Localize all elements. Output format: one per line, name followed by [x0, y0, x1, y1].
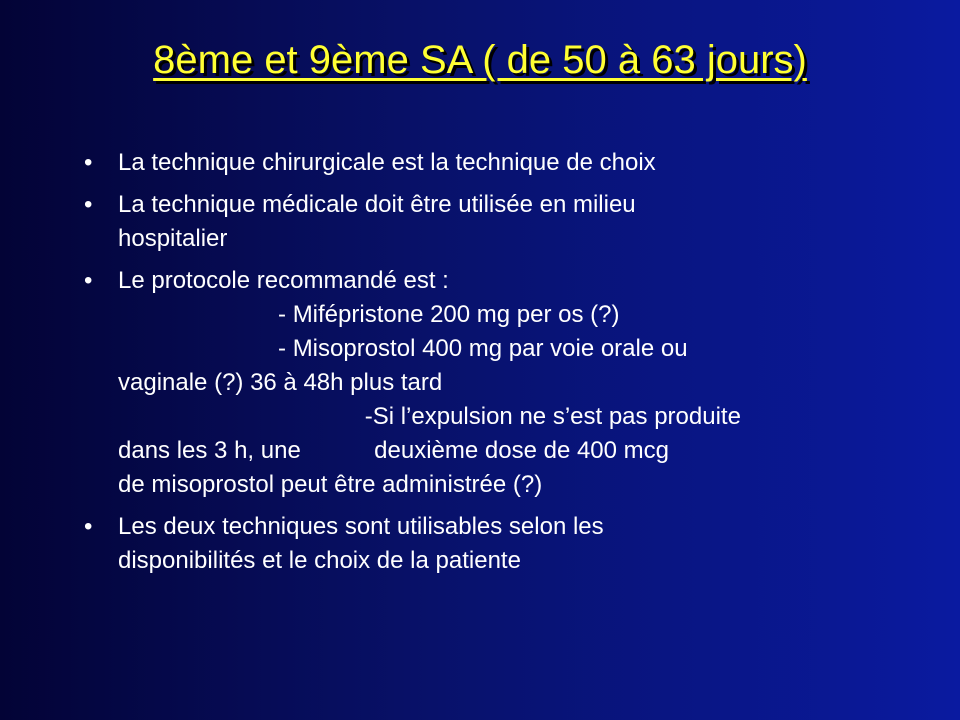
bullet-icon: •: [84, 149, 93, 176]
slide-title: 8ème et 9ème SA ( de 50 à 63 jours): [153, 38, 807, 82]
bullet-icon: •: [84, 191, 93, 218]
bullet-text: - Mifépristone 200 mg per os (?): [118, 301, 620, 328]
bullet-item: [84, 510, 884, 578]
bullet-text: Le protocole recommandé est :: [118, 267, 449, 294]
bullet-list: [84, 146, 884, 586]
bullet-item: [84, 264, 884, 502]
bullet-text: Les deux techniques sont utilisables selon les: [118, 513, 604, 540]
bullet-icon: •: [84, 513, 93, 540]
bullet-text: -Si l’expulsion ne s’est pas produite: [118, 403, 741, 430]
bullet-text: - Misoprostol 400 mg par voie orale ou: [118, 335, 688, 362]
bullet-item: [84, 146, 884, 180]
bullet-icon: •: [84, 267, 93, 294]
bullet-text: vaginale (?) 36 à 48h plus tard: [118, 369, 443, 396]
bullet-text: hospitalier: [118, 225, 228, 252]
bullet-text: La technique chirurgicale est la technique de choix: [118, 149, 656, 176]
bullet-text: disponibilités et le choix de la patiente: [118, 547, 521, 574]
bullet-text: de misoprostol peut être administrée (?): [118, 471, 543, 498]
bullet-text: La technique médicale doit être utilisée en milieu: [118, 191, 636, 218]
bullet-item: [84, 188, 884, 256]
bullet-text: dans les 3 h, une deuxième dose de 400 mcg: [118, 437, 670, 464]
